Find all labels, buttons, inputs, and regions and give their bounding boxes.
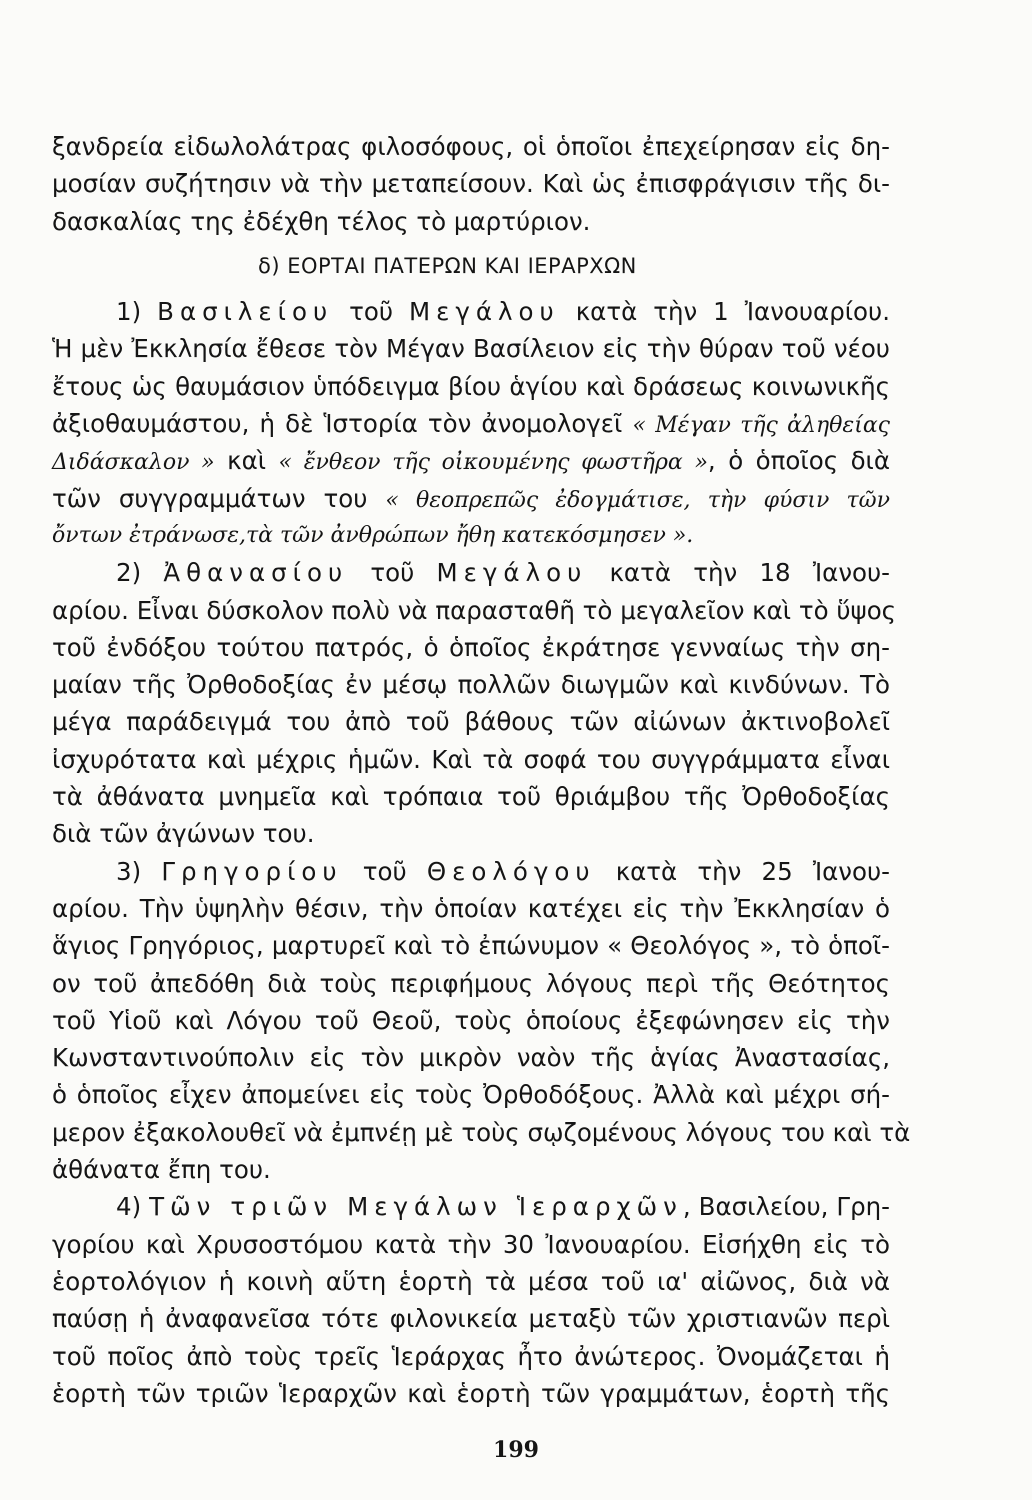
quote: « θεοπρεπῶς ἐδογμάτισε, τὴν φύσιν τῶν [385,487,890,513]
text-line: τὰ ἀθάνατα μνημεῖα καὶ τρόπαια τοῦ θριάμβου τῆς Ὀρθοδοξίας [52,782,890,812]
text-line: ἰσχυρότατα καὶ μέχρις ἡμῶν. Καὶ τὰ σοφά του συγγράμματα εἶναι [52,744,890,774]
saint-name: Ἀθανασίου [163,558,349,588]
saint-name: Γρηγορίου [161,856,343,886]
text-line: αρίου. Εἶναι δύσκολον πολὺ νὰ παρασταθῆ τὸ μεγαλεῖον καὶ τὸ ὕψος [52,595,897,625]
text-line: ἑορτολόγιον ἡ κοινὴ αὕτη ἑορτὴ τὰ μέσα τοῦ ια' αἰῶνος, διὰ νὰ [52,1266,890,1296]
text-line: παύσῃ ἡ ἀναφανεῖσα τότε φιλονικεία μεταξὺ τῶν χριστιανῶν περὶ [52,1304,890,1334]
text-line: διὰ τῶν ἀγώνων του. [52,819,315,849]
page-number: 199 [493,1437,539,1463]
text-line: δασκαλίας της ἐδέχθη τέλος τὸ μαρτύριον. [52,206,591,236]
body-text [52,128,911,1412]
text-line: ἔτους ὡς θαυμάσιον ὑπόδειγμα βίου ἁγίου καὶ δράσεως κοινωνικῆς [52,371,890,401]
text-line: τοῦ Υἱοῦ καὶ Λόγου τοῦ Θεοῦ, τοὺς ὁποίους ἐξεφώνησεν εἰς τὴν [52,1005,890,1035]
text-line: Ἡ μὲν Ἐκκλησία ἔθεσε τὸν Μέγαν Βασίλειον εἰς τὴν θύραν τοῦ νέου [52,334,890,364]
text-line: Κωνσταντινούπολιν εἰς τὸν μικρὸν ναὸν τῆς ἁγίας Ἀναστασίας, [52,1043,890,1073]
feast-1-title: 1) Βασιλείου τοῦ Μεγάλου κατὰ τὴν 1 Ἰανουαρίου. [116,297,890,327]
saint-epithet: Θεολόγου [426,856,596,886]
feast-3-title: 3) Γρηγορίου τοῦ Θεολόγου κατὰ τὴν 25 Ἰανου- [116,856,890,886]
feast-2-title: 2) Ἀθανασίου τοῦ Μεγάλου κατὰ τὴν 18 Ἰανου- [116,558,891,588]
quote: « Μέγαν τῆς ἀληθείας [632,413,890,439]
saint-epithet: Μεγάλου [436,558,588,588]
text-line: μέγα παράδειγμά του ἀπὸ τοῦ βάθους τῶν αἰώνων ἀκτινοβολεῖ [52,707,890,737]
text-line: τῶν συγγραμμάτων του « θεοπρεπῶς ἐδογμάτισε, τὴν φύσιν τῶν [52,483,890,513]
text-line: ἀθάνατα ἔπη του. [52,1155,271,1185]
text-line: γορίου καὶ Χρυσοστόμου κατὰ τὴν 30 Ἰανουαρίου. Εἰσήχθη εἰς τὸ [52,1229,890,1259]
text-line: μαίαν τῆς Ὀρθοδοξίας ἐν μέσῳ πολλῶν διωγμῶν καὶ κινδύνων. Τὸ [52,670,890,700]
text-line: Διδάσκαλον » καὶ « ἔνθεον τῆς οἰκουμένης φωστῆρα », ὁ ὁποῖος διὰ [52,446,890,476]
text-line: ὁ ὁποῖος εἶχεν ἀπομείνει εἰς τοὺς Ὀρθοδόξους. Ἀλλὰ καὶ μέχρι σή- [52,1080,890,1110]
text-line: αρίου. Τὴν ὑψηλὴν θέσιν, τὴν ὁποίαν κατέχει εἰς τὴν Ἐκκλησίαν ὁ [52,893,890,923]
feast-name: Τῶν τριῶν Μεγάλων Ἱεραρχῶν [149,1192,683,1222]
saint-epithet: Μεγάλου [409,297,560,327]
text-line: ἑορτὴ τῶν τριῶν Ἱεραρχῶν καὶ ἑορτὴ τῶν γραμμάτων, ἑορτὴ τῆς [52,1378,890,1408]
text-line: ξανδρεία εἰδωλολάτρας φιλοσόφους, οἱ ὁποῖοι ἐπεχείρησαν εἰς δη- [52,132,890,161]
text-line: τοῦ ποῖος ἀπὸ τοὺς τρεῖς Ἱεράρχας ἦτο ἀνώτερος. Ὀνομάζεται ἡ [52,1341,890,1371]
text-line: μοσίαν συζήτησιν νὰ τὴν μεταπείσουν. Καὶ ὡς ἐπισφράγισιν τῆς δι- [52,169,890,199]
text-line: ον τοῦ ἀπεδόθη διὰ τοὺς περιφήμους λόγους περὶ τῆς Θεότητος [52,968,890,998]
text-line: ἀξιοθαυμάστου, ἡ δὲ Ἱστορία τὸν ἀνομολογεῖ « Μέγαν τῆς ἀληθείας [52,409,890,439]
saint-name: Βασιλείου [157,297,334,327]
feast-4-title: 4) Τῶν τριῶν Μεγάλων Ἱεραρχῶν, Βασιλείου, Γρη- [116,1192,890,1222]
quote-line: ὄντων ἐτράνωσε,τὰ τῶν ἀνθρώπων ἤθη κατεκόσμησεν ». [52,522,694,548]
quote: « ἔνθεον τῆς οἰκουμένης φωστῆρα » [278,450,708,476]
text-line: ἅγιος Γρηγόριος, μαρτυρεῖ καὶ τὸ ἐπώνυμον « Θεολόγος », τὸ ὁποῖ- [52,931,890,961]
section-heading: δ) ΕΟΡΤΑΙ ΠΑΤΕΡΩΝ ΚΑΙ ΙΕΡΑΡΧΩΝ [258,253,637,278]
text-line: μερον ἐξακολουθεῖ νὰ ἐμπνέῃ μὲ τοὺς σῳζομένους λόγους του καὶ τὰ [52,1117,911,1147]
quote: Διδάσκαλον » [52,450,215,476]
text-line: τοῦ ἐνδόξου τούτου πατρός, ὁ ὁποῖος ἐκράτησε γενναίως τὴν ση- [52,632,890,662]
